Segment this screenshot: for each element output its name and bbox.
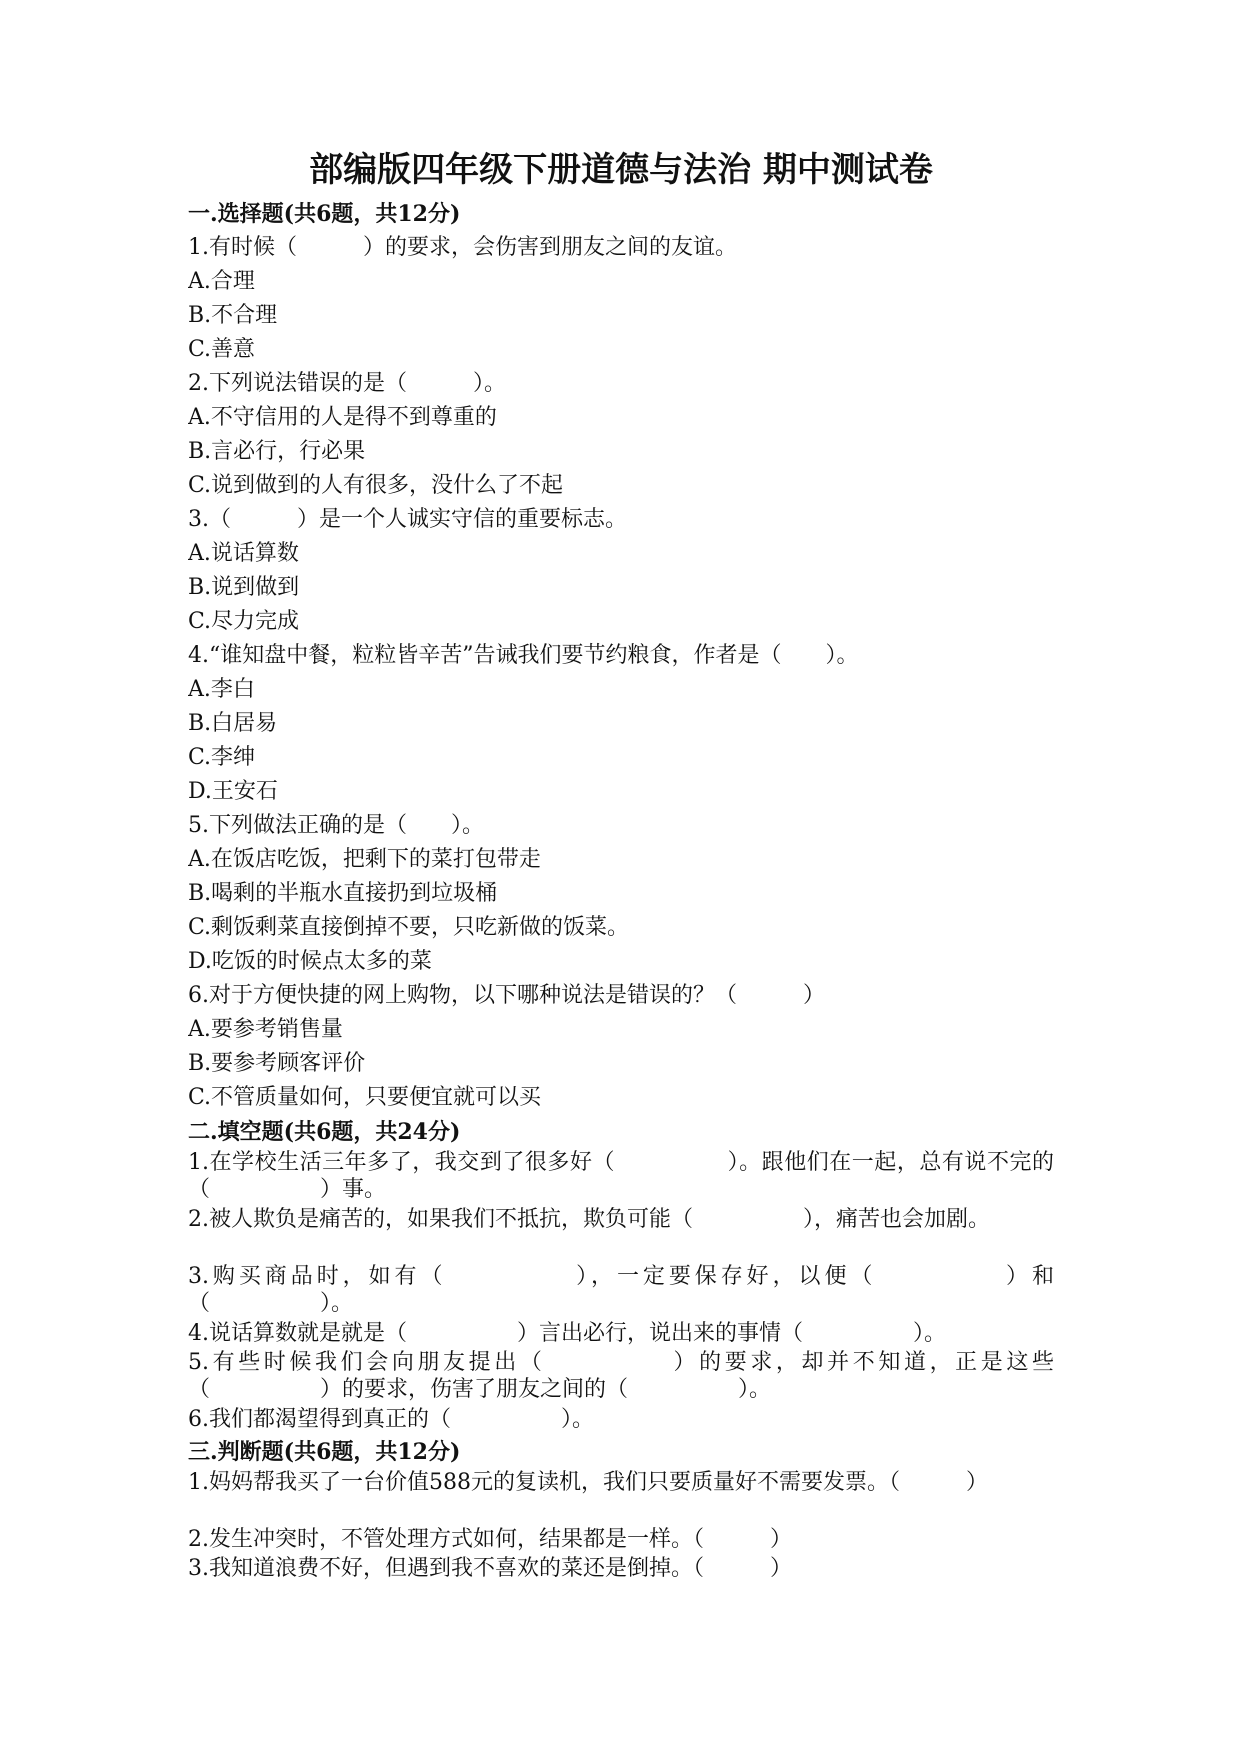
fill-question-4: 4.说话算数就是就是（ ）言出必行，说出来的事情（ ）。 (188, 1321, 946, 1346)
section-heading-judge: 三.判断题(共6题，共12分) (188, 1439, 461, 1465)
choice-option: C.不管质量如何，只要便宜就可以买 (188, 1085, 542, 1110)
fill-question-2: 2.被人欺负是痛苦的，如果我们不抵抗，欺负可能（ ），痛苦也会加剧。 (188, 1207, 990, 1232)
exam-content (188, 197, 1054, 1584)
choice-option: C.善意 (188, 337, 256, 362)
choice-question-6: 6.对于方便快捷的网上购物，以下哪种说法是错误的？（ ） (188, 983, 825, 1008)
choice-question-4: 4.“谁知盘中餐，粒粒皆辛苦”告诫我们要节约粮食，作者是（ ）。 (188, 643, 859, 668)
choice-option: B.要参考顾客评价 (188, 1051, 366, 1076)
choice-question-3: 3.（ ）是一个人诚实守信的重要标志。 (188, 507, 627, 532)
judge-question-2: 2.发生冲突时，不管处理方式如何，结果都是一样。（ ） (188, 1527, 792, 1552)
fill-question-5: 5.有些时候我们会向朋友提出（ ）的要求，却并不知道，正是这些（ ）的要求，伤害了朋友之间的（ ）。 (188, 1350, 1054, 1402)
fill-question-3: 3.购买商品时，如有（ ），一定要保存好，以便（ ）和（ ）。 (188, 1264, 1054, 1316)
choice-option: A.不守信用的人是得不到尊重的 (188, 405, 497, 430)
section-heading-choice: 一.选择题(共6题，共12分) (188, 201, 461, 227)
choice-option: D.王安石 (188, 779, 278, 804)
judge-question-3: 3.我知道浪费不好，但遇到我不喜欢的菜还是倒掉。（ ） (188, 1556, 792, 1581)
choice-option: A.李白 (188, 677, 255, 702)
page-title: 部编版四年级下册道德与法治 期中测试卷 (309, 150, 933, 190)
choice-option: B.言必行，行必果 (188, 439, 366, 464)
choice-option: B.白居易 (188, 711, 278, 736)
choice-option: D.吃饭的时候点太多的菜 (188, 949, 432, 974)
choice-option: A.说话算数 (188, 541, 299, 566)
section-heading-fill: 二.填空题(共6题，共24分) (188, 1119, 461, 1145)
choice-option: C.剩饭剩菜直接倒掉不要，只吃新做的饭菜。 (188, 915, 630, 940)
choice-question-1: 1.有时候（ ）的要求，会伤害到朋友之间的友谊。 (188, 235, 737, 260)
choice-option: B.说到做到 (188, 575, 300, 600)
choice-option: C.说到做到的人有很多，没什么了不起 (188, 473, 564, 498)
choice-question-5: 5.下列做法正确的是（ ）。 (188, 813, 484, 838)
choice-option: C.尽力完成 (188, 609, 300, 634)
choice-question-2: 2.下列说法错误的是（ ）。 (188, 371, 506, 396)
choice-option: A.要参考销售量 (188, 1017, 343, 1042)
choice-option: C.李绅 (188, 745, 256, 770)
choice-option: A.合理 (188, 269, 255, 294)
fill-question-1: 1.在学校生活三年多了，我交到了很多好（ ）。跟他们在一起，总有说不完的（ ）事。 (188, 1150, 1054, 1202)
choice-option: B.喝剩的半瓶水直接扔到垃圾桶 (188, 881, 498, 906)
choice-option: A.在饭店吃饭，把剩下的菜打包带走 (188, 847, 541, 872)
choice-option: B.不合理 (188, 303, 278, 328)
judge-question-1: 1.妈妈帮我买了一台价值588元的复读机，我们只要质量好不需要发票。（ ） (188, 1470, 988, 1495)
fill-question-6: 6.我们都渴望得到真正的（ ）。 (188, 1407, 594, 1432)
